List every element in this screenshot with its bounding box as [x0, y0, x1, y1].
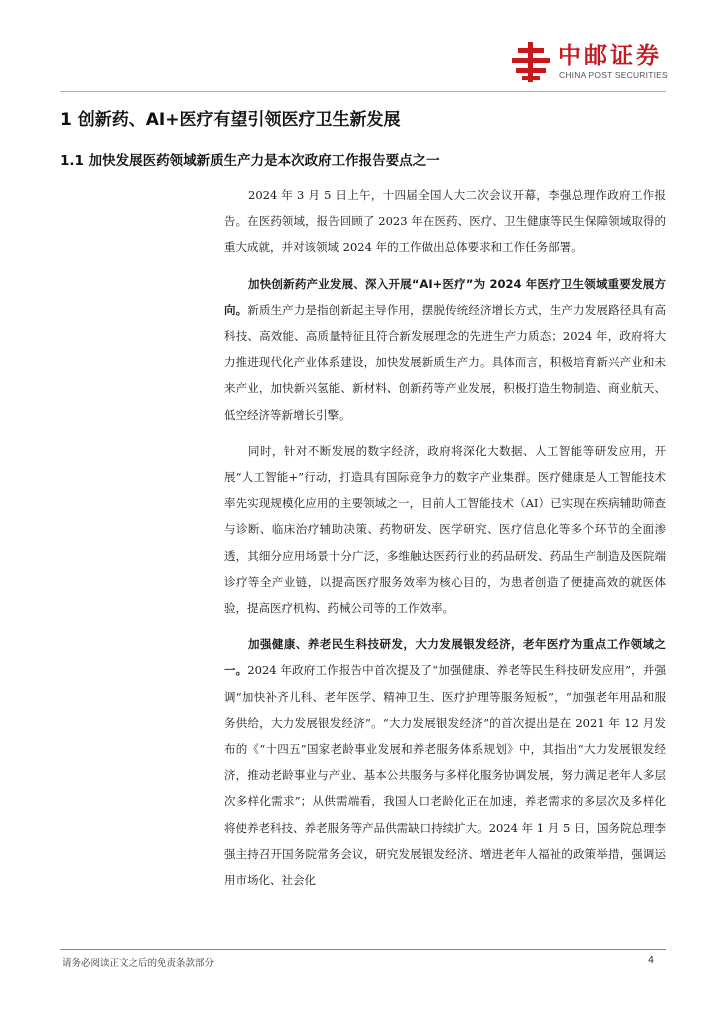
brand-name-en: CHINA POST SECURITIES	[559, 70, 668, 80]
paragraph: 加强健康、养老民生科技研发，大力发展银发经济，老年医疗为重点工作领域之一。2024 年政府工作报告中首次提及了“加强健康、养老等民生科技研发应用”，并强调“加快补齐儿科、老年医学、精神卫生、医疗护理等服务短板”，“加强老年用品和服务供给，大力发展银发经济”。“大力发展银发经济”的首次提出是在 2021 年 12 月发布的《“十四五”国家老龄事业发展和养老服务体系规划》中，其指出“大力发展银发经济，推动老龄事业与产业、基本公共服务与多样化服务协调发展，努力满足老年人多层次多样化需求”；从供需端看，我国人口老龄化正在加速，养老需求的多层次及多样化将使养老科技、养老服务等产品供需缺口持续扩大。2024 年 1 月 5 日，国务院总理李强主持召开国务院常务会议，研究发展银发经济、增进老年人福祉的政策举措，强调运用市场化、社会化	[224, 637, 666, 888]
section-heading: 1 创新药、AI+医疗有望引领医疗卫生新发展	[60, 110, 401, 130]
page-number: 4	[648, 955, 655, 966]
paragraph-lead: 加快创新药产业发展、深入开展“AI+医疗”为 2024 年医疗卫生领域重要发展方向。	[224, 276, 666, 317]
footer-divider	[60, 949, 666, 950]
paragraph: 同时，针对不断发展的数字经济，政府将深化大数据、人工智能等研发应用，开展“人工智能+”行动，打造具有国际竞争力的数字产业集群。医疗健康是人工智能技术率先实现规模化应用的主要领域之一，目前人工智能技术（AI）已实现在疾病辅助筛查与诊断、临床治疗辅助决策、药物研发、医学研究、医疗信息化等多个环节的全面渗透，其细分应用场景十分广泛，多维触达医药行业的药品研发、药品生产制造及医院端诊疗等全产业链，以提高医疗服务效率为核心目的，为患者创造了便捷高效的就医体验，提高医疗机构、药械公司等的工作效率。	[224, 443, 666, 616]
paragraph-lead: 加强健康、养老民生科技研发，大力发展银发经济，老年医疗为重点工作领域之一。	[224, 637, 666, 678]
header-divider	[60, 91, 666, 92]
disclaimer-note: 请务必阅读正文之后的免责条款部分	[62, 958, 215, 969]
brand-name-cn: 中邮证券	[558, 43, 662, 69]
brand-logo	[512, 40, 672, 86]
report-body	[60, 108, 666, 893]
china-post-logo-icon	[512, 42, 550, 82]
paragraph: 加快创新药产业发展、深入开展“AI+医疗”为 2024 年医疗卫生领域重要发展方向。新质生产力是指创新起主导作用，摆脱传统经济增长方式，生产力发展路径具有高科技、高效能、高质量特征且符合新发展理念的先进生产力质态；2024 年，政府将大力推进现代化产业体系建设，加快发展新质生产力。具体而言，积极培育新兴产业和未来产业，加快新兴氢能、新材料、创新药等产业发展，积极打造生物制造、商业航天、低空经济等新增长引擎。	[224, 276, 667, 422]
subsection-heading: 1.1 加快发展医药领域新质生产力是本次政府工作报告要点之一	[60, 153, 440, 169]
page-header	[0, 0, 724, 95]
paragraph: 2024 年 3 月 5 日上午，十四届全国人大二次会议开幕，李强总理作政府工作报告。在医药领域，报告回顾了 2023 年在医药、医疗、卫生健康等民生保障领域取得的重大成就，并对该领域 2024 年的工作做出总体要求和工作任务部署。	[224, 188, 666, 255]
